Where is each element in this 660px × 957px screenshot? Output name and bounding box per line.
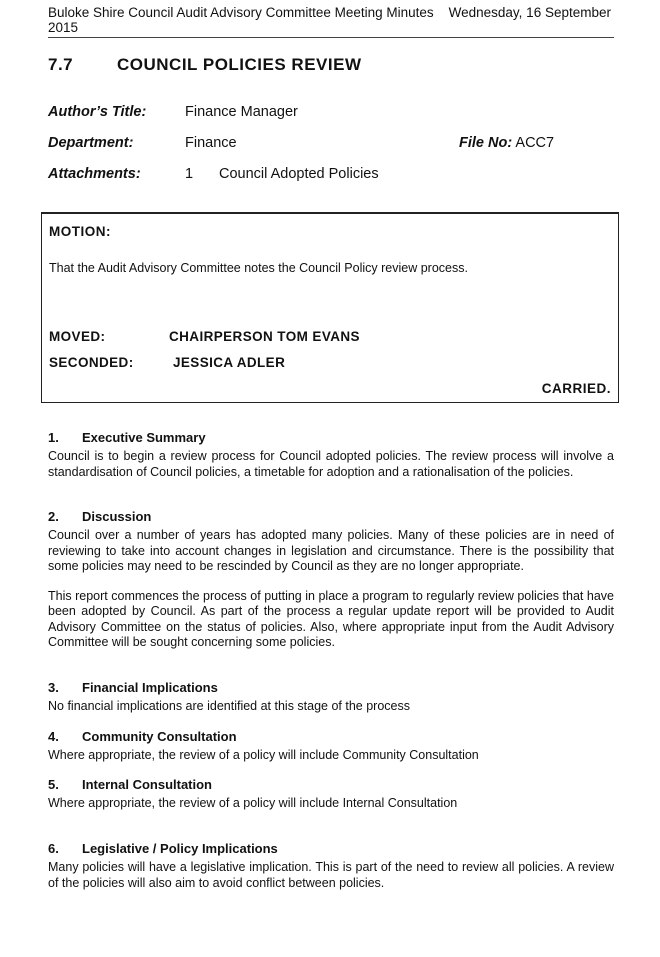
section-heading [48,430,614,445]
section-financial-implications [48,680,614,715]
attachment-number: 1 [185,166,194,182]
section-heading-text: Discussion [82,509,152,524]
section-number: 4. [48,729,59,744]
section-paragraph: Council over a number of years has adopted many policies. Many of these policies are in need of reviewing to take into account changes in legislation and circumstance. There is the possibility that some policies may need to be rescinded by Council as they are no longer appropriate. [48,528,614,573]
file-value: ACC7 [515,135,555,151]
section-executive-summary [48,430,614,480]
department-label: Department: [48,135,134,151]
author-label: Author’s Title: [48,104,147,120]
section-number: 5. [48,777,59,792]
department-value: Finance [185,135,237,151]
section-heading [48,680,614,695]
moved-by: CHAIRPERSON TOM EVANS [169,329,360,344]
section-paragraph: Where appropriate, the review of a policy will include Internal Consultation [48,796,458,810]
motion-title: MOTION: [49,224,111,239]
section-paragraph: Where appropriate, the review of a policy will include Community Consultation [48,748,479,762]
seconded-row [49,355,286,370]
author-value: Finance Manager [185,104,298,120]
header-date: Wednesday, 16 September [448,5,611,20]
attachments-label: Attachments: [48,166,141,182]
section-community-consultation [48,729,614,764]
moved-label: MOVED: [49,329,106,344]
item-number: 7.7 [48,55,74,74]
section-paragraph: No financial implications are identified at this stage of the process [48,699,410,713]
section-number: 3. [48,680,59,695]
section-internal-consultation [48,777,614,812]
moved-row [49,329,360,344]
section-heading [48,777,614,792]
page-header [48,5,614,38]
item-title-text: COUNCIL POLICIES REVIEW [117,55,362,74]
section-heading-text: Legislative / Policy Implications [82,841,278,856]
seconded-label: SECONDED: [49,355,134,370]
motion-result: CARRIED. [541,381,611,396]
section-number: 2. [48,509,59,524]
section-heading-text: Financial Implications [82,680,218,695]
section-heading [48,729,614,744]
file-number [459,135,554,151]
section-heading [48,509,614,524]
section-paragraph: This report commences the process of putting in place a program to regularly review policies that have been adopted by Council. As part of the process a regular update report will be provided to Audit Advisory Committee on the status of policies. Also, where appropriate input from the Audit Advisory Committee will be sought concerning some policies. [48,588,614,649]
section-heading-text: Internal Consultation [82,777,212,792]
motion-box [41,212,619,403]
seconded-by: JESSICA ADLER [173,355,286,370]
section-paragraph: Many policies will have a legislative implication. This is part of the need to review all policies. A review of the policies will also aim to avoid conflict between policies. [48,860,614,890]
item-title [48,55,362,75]
section-number: 6. [48,841,59,856]
section-heading-text: Community Consultation [82,729,237,744]
section-number: 1. [48,430,59,445]
file-label: File No: [459,135,513,151]
section-paragraph: Council is to begin a review process for Council adopted policies. The review process will involve a standardisation of Council policies, a timetable for adoption and a rationalisation of the policies. [48,449,614,479]
section-heading [48,841,614,856]
attachment-title: Council Adopted Policies [219,166,379,182]
section-heading-text: Executive Summary [82,430,206,445]
motion-text: That the Audit Advisory Committee notes the Council Policy review process. [49,261,468,275]
header-meeting-title: Buloke Shire Council Audit Advisory Committee Meeting Minutes [48,5,434,20]
header-year: 2015 [48,20,79,35]
section-discussion [48,509,614,651]
section-legislative-policy-implications [48,841,614,891]
